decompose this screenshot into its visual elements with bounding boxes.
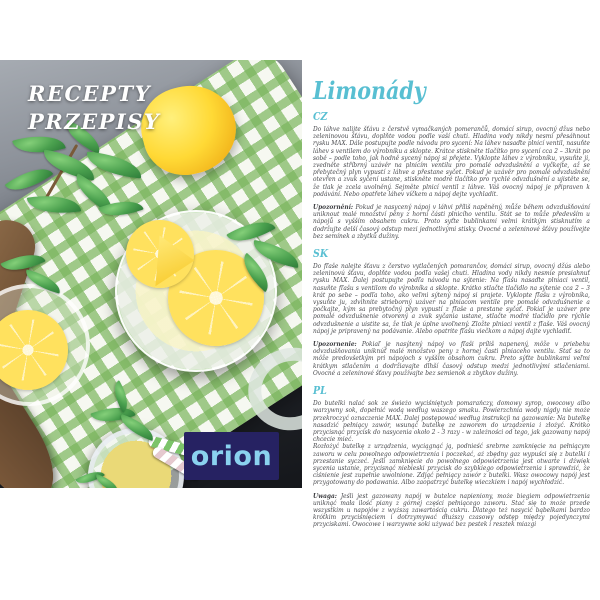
orion-logo-text: orion bbox=[190, 440, 273, 472]
section-body-sk: Do fľaše nalejte šťavu z čerstvo vytlačených pomarančov, domáci sirup, ovocný džús alebo zeleninovú šťavu, doplňte vodou podľa vašej chuti. Hladina vody nikdy nesmie presiahnuť rysku MAX. Ďalej postupujte podľa návodu na sýtenie: Na fľašu nasaďte plniaci ventil, nasuňte fľašu s ventilom do výrobníka a sklopte. Krátko stlačte tlačidlo na sýtenie cca 2 – 3 krát po sebe – podľa toho, ako veľmi sýtený nápoj si prajete. Vyklopte fľašu z výrobníka, vysuňte ju, zdvihnite strieborný uzáver na plniacom ventile pre pomalé odvzdušnenie a počkajte, kým sa prebytočný plyn vypustí z fľaše a prestane syčať. Pokiaľ je uzáver pre pomalé odvzdušnenie otvorený a zvuk syčania ustane, stlačte modré tlačidlo pre rýchle odvzdušnenie a uistite sa, že tlak je úplne uvoľnený. Zložte plniaci ventil z fľaše. Váš ovocný nápoj je pripravený na podávanie. Alebo opatrite fľašu viečkom a nápoj dajte vychladiť. bbox=[313, 262, 590, 335]
section-warning-cz: Upozornění: Pokud je nasycený nápoj v láhvi příliš napěněný, může během odvzdušňování uniknout malé množství pěny z horní části plnicího ventilu. Stát se to může především u nápojů s vyšším obsahem cukru. Proto syťte bublinkami velmi krátkým stisknutím a dodržujte delší časový odstup mezi jednotlivými stisky. Ovocné a zeleninové šťávy používejte bez semínek a zbytků dužiny. bbox=[313, 203, 590, 240]
section-body2-pl: Rozłożyć butelkę z urządzenia, wyciągnąć ją, podnieść srebrne zamknięcie na pełniącym zaworu w celu powolnego odpowietrzenia i poczekać, aż zbędny gaz wypuści się z butelki i przestanie syczeć. Jeśli zamknięcie do powolnego odpowietrzenia jest otwarte i dźwięk sycenia ustanie, przycisnąć niebieski przycisk do szybkiego odpowietrzenia i sprawdzić, że ciśnienie jest zupełnie uwolnione. Zdjąć pełniący zawór z butelki. Wasz owocowy napój jest przygotowany do podawania. Albo zaopatrzyć butelkę wieczkiem i napój wychłodzić. bbox=[313, 442, 590, 487]
section-body-pl: Do butelki nalać sok ze świeżo wyciśniętych pomarańczy, domowy syrop, owocowy albo warzywny sok, dopełnić wodą według waszego smaku. Powierzchnia wody nigdy nie może przekroczyć oznaczenie MAX. Dalej postępować według instrukcji na gazowanie: Na butelkę nasadzić pełniący zawór, wsunąć butelkę ze zaworem do urządzenia i złożyć. Krótko przycisnąć przycisk do nasycenia około 2 - 3 razy - w zależności od tego, jak gazowany napój chcecie mieć. bbox=[313, 399, 590, 444]
orion-logo bbox=[184, 432, 279, 480]
left-panel-heading-line1: RECEPTY bbox=[28, 81, 152, 106]
page-title: Limonády bbox=[313, 76, 426, 105]
left-panel-heading-line2: PRZEPISY bbox=[28, 109, 161, 135]
section-code-cz: CZ bbox=[313, 110, 328, 123]
article-column bbox=[313, 76, 593, 529]
section-body-cz: Do láhve nalijte šťávu z čerstvě vymačkaných pomerančů, domácí sirup, ovocný džus nebo zeleninovou šťávu, doplňte vodou podle vaší chuti. Hladina vody nikdy nesmí přesáhnout rysku MAX. Dále postupujte podle návodu pro sycení: Na láhev nasaďte plnicí ventil, nasuňte láhev s ventilem do výrobníku a sklopte. Krátce stiskněte tlačítko pro sycení cca 2 – 3krát po sobě – podle toho, jak hodně sycený nápoj si přejete. Vyklopte láhev z výrobníku, vysuňte ji, zvedněte stříbrný uzávěr na plnicím ventilu pro pomalé odvzdušnění a vyčkejte, až se přebytečný plyn vypustí z láhve a přestane syčet. Pokud je uzávěr pro pomalé odvzdušnění otevřen a zvuk syčení ustane, stiskněte modré tlačítko pro rychlé odvzdušnění a ujistěte se, že tlak je zcela uvolněný. Sejměte plnicí ventil z láhve. Váš ovocný nápoj je připraven k podávání. Nebo opatřete láhev víčkem a nápoj dejte vychladit. bbox=[313, 125, 590, 198]
section-warning-pl: Uwaga: Jeśli jest gazowany napój w butelce napieniony, może biegiem odpowietrzenia uniknąć mała ilość piany z górnej części pełniącego zaworu. Stać się to może przede wszystkim u napojów z wyższą zawartością cukru. Dlatego też nasycić bąbelkami bardzo krótkim przyciśnięciem i dotrzymywać dłuższy czasowy odstęp między pojedynczymi przyciskami. Owocowe i warzywne soki używać bez pestek i resztek miazgi bbox=[313, 491, 590, 529]
warning-label-pl: Uwaga: bbox=[313, 491, 337, 500]
section-code-sk: SK bbox=[313, 247, 329, 261]
warning-label-sk: Upozornenie: bbox=[313, 340, 357, 349]
left-panel-heading bbox=[28, 80, 160, 137]
lemonade-photo bbox=[0, 60, 302, 488]
section-code-pl: PL bbox=[313, 384, 327, 398]
warning-label-cz: Upozornění: bbox=[313, 203, 353, 212]
section-warning-sk: Upozornenie: Pokiaľ je nasýtený nápoj vo fľaši príliš napenený, môže v priebehu odvzdušňovania uniknúť malé množstvo peny z hornej časti plniaceho ventilu. Stať sa to môže predovšetkým pri nápojoch s vyšším obsahom cukru. Preto sýťte bublinkami veľmi krátkym stlačením a dodržiavajte dlhší časový odstup medzi jednotlivými stlačeniami. Ovocné a zeleninové šťavy používajte bez semienok a zbytkov dužiny. bbox=[313, 340, 590, 377]
